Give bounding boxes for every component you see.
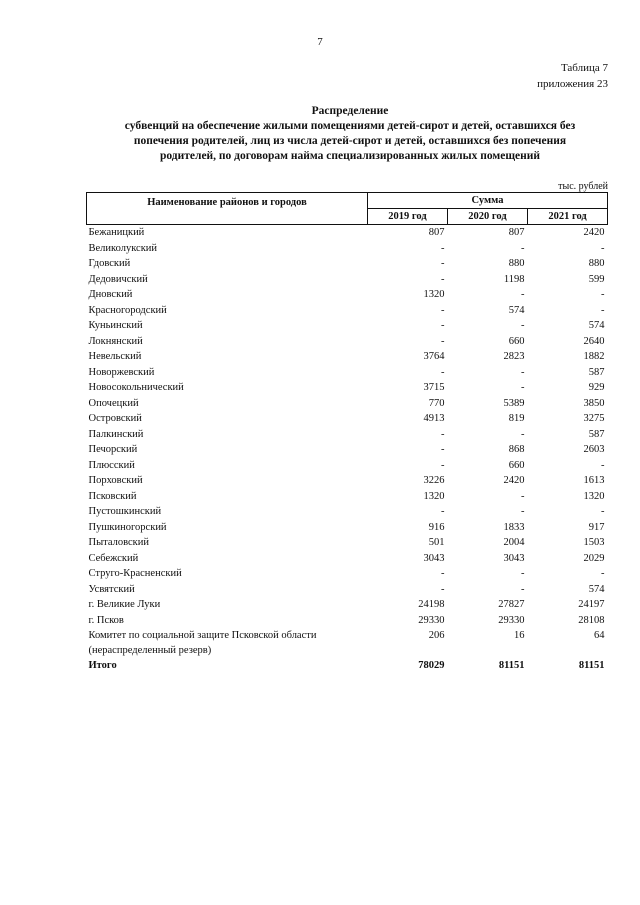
row-name: Новоржевский xyxy=(88,366,155,378)
row-name: Плюсский xyxy=(88,459,135,471)
value-2019: - xyxy=(441,366,445,378)
table-row xyxy=(87,380,608,396)
distribution-table xyxy=(86,192,608,674)
column-header-2021: 2021 год xyxy=(528,209,608,225)
value-2021: 2420 xyxy=(583,227,605,238)
value-2020: - xyxy=(521,568,525,579)
value-2021: 880 xyxy=(588,258,605,269)
value-2021: 929 xyxy=(588,382,605,393)
total-2021: 81151 xyxy=(578,660,605,671)
row-name: г. Великие Луки xyxy=(88,599,161,610)
row-name: Красногородский xyxy=(88,304,167,316)
table-row xyxy=(87,551,608,567)
title-line2: субвенций на обеспечение жилыми помещениями детей-сирот и детей, оставшихся без xyxy=(124,120,576,132)
total-2020: 81151 xyxy=(498,660,525,671)
value-2021: 2029 xyxy=(583,552,605,564)
row-name: Новосокольнический xyxy=(88,382,184,393)
row-name: Печорский xyxy=(88,444,138,455)
row-name: Островский xyxy=(88,413,142,424)
value-2021: 587 xyxy=(588,428,605,440)
value-2021: 574 xyxy=(588,320,605,331)
value-2020: 880 xyxy=(508,258,525,269)
row-name: Бежаницкий xyxy=(88,227,145,238)
value-2019: 916 xyxy=(428,521,445,533)
column-header-2019: 2019 год xyxy=(368,209,448,225)
value-2021: 599 xyxy=(588,273,605,285)
value-2021: 2603 xyxy=(583,444,605,455)
value-2020: - xyxy=(521,320,525,331)
value-2020: - xyxy=(521,382,525,393)
table-row xyxy=(87,303,608,319)
row-name: Дновский xyxy=(88,289,133,300)
value-2019: - xyxy=(441,242,445,254)
value-2020: - xyxy=(521,583,525,595)
value-2019: 3764 xyxy=(423,351,445,362)
row-name: Куньинский xyxy=(88,320,143,331)
table-row xyxy=(87,628,608,658)
total-label: Итого xyxy=(88,660,117,671)
table-row xyxy=(87,458,608,474)
value-2020: - xyxy=(521,242,525,254)
value-2019: 807 xyxy=(428,227,445,238)
row-name: Струго-Красненский xyxy=(88,568,182,579)
table-row xyxy=(87,287,608,303)
value-2020: 574 xyxy=(508,304,525,316)
table-row xyxy=(87,334,608,350)
value-2020: 2004 xyxy=(503,537,525,548)
value-2021: - xyxy=(601,506,605,517)
table-row xyxy=(87,535,608,551)
value-2020: - xyxy=(521,428,525,440)
value-2019: 3226 xyxy=(423,475,445,486)
table-row xyxy=(87,566,608,582)
value-2021: 1503 xyxy=(583,537,605,548)
table-row xyxy=(87,582,608,598)
value-2020: 2823 xyxy=(503,351,525,362)
row-name: г. Псков xyxy=(88,614,124,626)
value-2019: 206 xyxy=(428,630,445,641)
value-2019: 4913 xyxy=(423,413,445,424)
table-row xyxy=(87,411,608,427)
value-2019: - xyxy=(441,320,445,331)
total-row xyxy=(87,658,608,674)
value-2020: 2420 xyxy=(503,475,525,486)
column-header-2020: 2020 год xyxy=(448,209,528,225)
title-line4: родителей, по договорам найма специализированных жилых помещений xyxy=(159,150,541,162)
value-2019: 3043 xyxy=(423,552,445,564)
value-2020: 27827 xyxy=(498,599,525,610)
table-body xyxy=(87,225,608,674)
table-row xyxy=(87,365,608,381)
page-number: 7 xyxy=(317,36,323,48)
value-2020: 5389 xyxy=(503,397,525,409)
table-row xyxy=(87,272,608,288)
table-row xyxy=(87,597,608,613)
table-row xyxy=(87,473,608,489)
value-2021: 3275 xyxy=(583,413,605,424)
row-name: Палкинский xyxy=(88,428,144,440)
row-name: Гдовский xyxy=(88,258,131,269)
total-2019: 78029 xyxy=(418,660,445,671)
table-row xyxy=(87,504,608,520)
row-name: Комитет по социальной защите Псковской области (нераспределенный резерв) xyxy=(88,630,317,656)
row-name: Пустошкинский xyxy=(88,506,162,517)
value-2019: - xyxy=(441,273,445,285)
value-2021: 1613 xyxy=(583,475,605,486)
column-header-name: Наименование районов и городов xyxy=(87,193,368,225)
row-name: Пушкиногорский xyxy=(88,521,167,533)
value-2019: - xyxy=(441,583,445,595)
value-2019: 29330 xyxy=(418,614,445,626)
value-2021: 1320 xyxy=(583,490,605,502)
row-name: Себежский xyxy=(88,552,139,564)
row-name: Великолукский xyxy=(88,242,158,254)
value-2021: - xyxy=(601,242,605,254)
value-2019: 3715 xyxy=(423,382,445,393)
value-2021: - xyxy=(601,459,605,471)
table-row xyxy=(87,318,608,334)
value-2021: 2640 xyxy=(583,335,605,347)
table-row xyxy=(87,442,608,458)
value-2020: 660 xyxy=(508,335,525,347)
value-2020: 1833 xyxy=(503,521,525,533)
value-2021: 917 xyxy=(588,521,605,533)
table-row xyxy=(87,349,608,365)
table-row xyxy=(87,241,608,257)
row-name: Псковский xyxy=(88,490,137,502)
value-2019: 1320 xyxy=(423,490,445,502)
title-line1: Распределение xyxy=(311,105,389,117)
table-row xyxy=(87,613,608,629)
value-2019: - xyxy=(441,258,445,269)
value-2019: 501 xyxy=(428,537,445,548)
value-2019: - xyxy=(441,335,445,347)
value-2020: 16 xyxy=(514,630,525,641)
row-name: Дедовичский xyxy=(88,273,148,285)
value-2019: - xyxy=(441,444,445,455)
value-2020: - xyxy=(521,289,525,300)
table-ref-line2: приложения 23 xyxy=(537,78,608,90)
value-2021: 3850 xyxy=(583,397,605,409)
value-2020: 29330 xyxy=(498,614,525,626)
units-label: тыс. рублей xyxy=(558,181,608,192)
row-name: Пыталовский xyxy=(88,537,149,548)
value-2019: 24198 xyxy=(418,599,445,610)
value-2020: - xyxy=(521,506,525,517)
value-2021: 64 xyxy=(594,630,605,641)
value-2021: - xyxy=(601,289,605,300)
table-row xyxy=(87,489,608,505)
row-name: Опочецкий xyxy=(88,397,139,409)
value-2021: 24197 xyxy=(578,599,605,610)
row-name: Невельский xyxy=(88,351,142,362)
value-2020: 807 xyxy=(508,227,525,238)
table-row xyxy=(87,396,608,412)
value-2019: - xyxy=(441,428,445,440)
value-2020: 3043 xyxy=(503,552,525,564)
column-header-sum: Сумма xyxy=(368,193,608,209)
value-2020: - xyxy=(521,490,525,502)
value-2020: 660 xyxy=(508,459,525,471)
value-2019: - xyxy=(441,459,445,471)
value-2021: 1882 xyxy=(583,351,605,362)
row-name: Порховский xyxy=(88,475,143,486)
table-row xyxy=(87,225,608,241)
row-name: Усвятский xyxy=(88,583,135,595)
table-row xyxy=(87,520,608,536)
value-2019: - xyxy=(441,568,445,579)
document-title xyxy=(60,104,640,164)
table-reference xyxy=(537,60,608,92)
value-2020: - xyxy=(521,366,525,378)
value-2019: 770 xyxy=(428,397,445,409)
row-name: Локнянский xyxy=(88,335,143,347)
value-2021: 574 xyxy=(588,583,605,595)
value-2020: 819 xyxy=(508,413,525,424)
value-2019: 1320 xyxy=(423,289,445,300)
value-2019: - xyxy=(441,304,445,316)
table-row xyxy=(87,256,608,272)
value-2021: 28108 xyxy=(578,614,605,626)
value-2020: 1198 xyxy=(503,273,525,285)
value-2021: - xyxy=(601,304,605,316)
title-line3: попечения родителей, лиц из числа детей-сирот и детей, оставшихся без попечения xyxy=(133,135,567,147)
value-2021: - xyxy=(601,568,605,579)
value-2021: 587 xyxy=(588,366,605,378)
table-row xyxy=(87,427,608,443)
table-ref-line1: Таблица 7 xyxy=(560,62,608,74)
value-2020: 868 xyxy=(508,444,525,455)
value-2019: - xyxy=(441,506,445,517)
